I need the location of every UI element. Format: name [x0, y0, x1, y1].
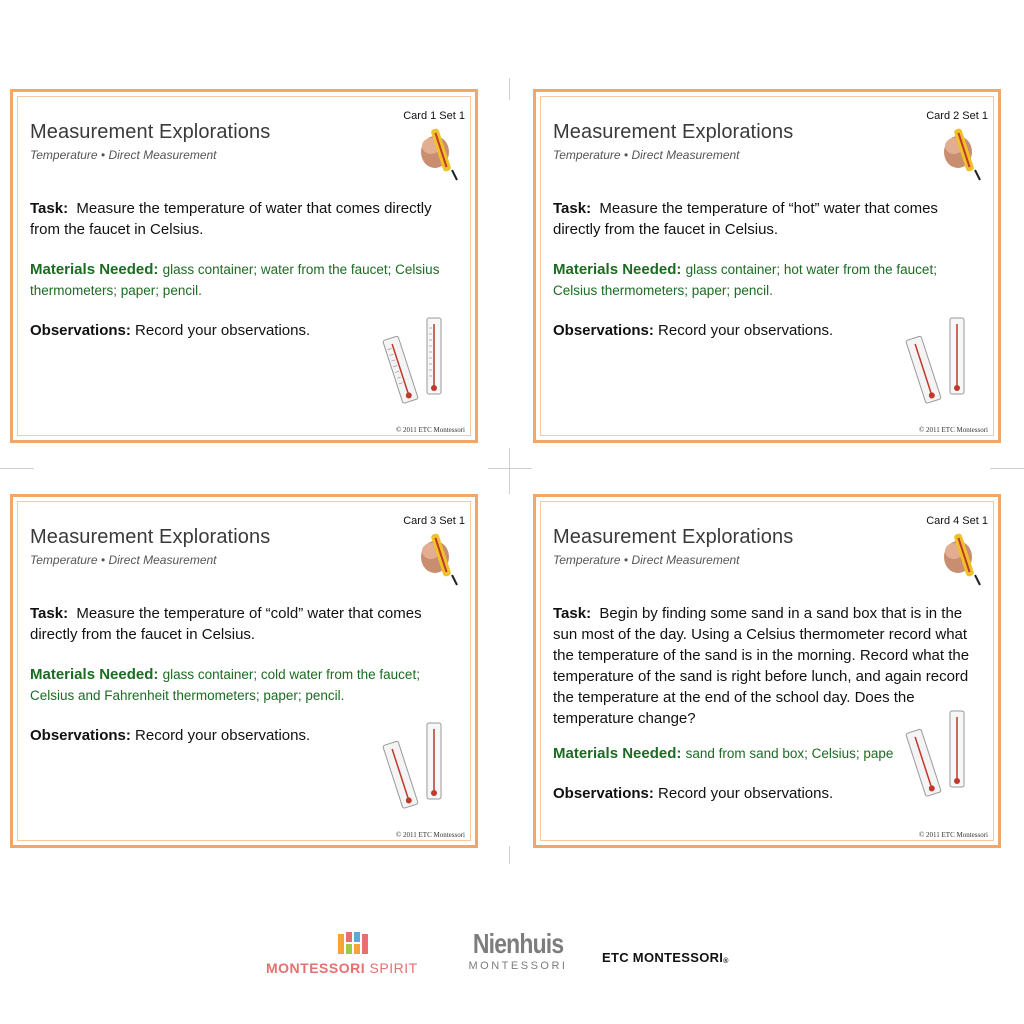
task-text: Measure the temperature of “cold” water that comes directly from the faucet in Celsius.	[30, 605, 422, 643]
thermometers-icon	[381, 721, 451, 813]
observations-text: Record your observations.	[135, 727, 311, 744]
crop-mark	[0, 468, 34, 469]
thermometers-icon	[904, 316, 974, 408]
materials-label: Materials Needed:	[30, 666, 159, 683]
etc-montessori-wordmark: ETC MONTESSORI	[602, 950, 724, 965]
materials-text: sand from sand box; Celsius; pape	[685, 746, 894, 761]
task-paragraph	[553, 198, 973, 240]
crop-mark	[509, 78, 510, 100]
task-card	[10, 89, 478, 443]
card-number: Card 3 Set 1	[403, 515, 465, 527]
task-card	[10, 494, 478, 848]
etc-registered-mark: ®	[723, 958, 729, 965]
observations-text: Record your observations.	[658, 322, 834, 339]
card-number: Card 4 Set 1	[926, 515, 988, 527]
card-subtitle: Temperature • Direct Measurement	[30, 148, 217, 162]
montessori-spirit-light: SPIRIT	[365, 960, 418, 976]
card-copyright: © 2011 ETC Montessori	[395, 426, 465, 434]
card-title: Measurement Explorations	[30, 526, 271, 548]
observations-label: Observations:	[30, 322, 131, 339]
task-text: Measure the temperature of “hot” water that comes directly from the faucet in Celsius.	[553, 200, 938, 238]
task-label: Task:	[30, 605, 69, 622]
observations-text: Record your observations.	[135, 322, 311, 339]
materials-paragraph	[30, 259, 450, 301]
crop-mark	[509, 448, 510, 494]
task-paragraph	[30, 603, 450, 645]
card-subtitle: Temperature • Direct Measurement	[553, 553, 740, 567]
materials-text: glass container; water from the faucet; Celsius thermometers; paper; pencil.	[30, 262, 440, 298]
materials-paragraph	[553, 259, 973, 301]
task-text: Measure the temperature of water that comes directly from the faucet in Celsius.	[30, 200, 432, 238]
hand-thermometer-icon	[419, 122, 461, 182]
brand-logos	[0, 928, 1024, 988]
observations-label: Observations:	[553, 322, 654, 339]
card-subtitle: Temperature • Direct Measurement	[30, 553, 217, 567]
montessori-spirit-wordmark	[266, 960, 418, 976]
materials-text: glass container; cold water from the faucet; Celsius and Fahrenheit thermometers; paper; pencil.	[30, 667, 420, 703]
crop-mark	[990, 468, 1024, 469]
task-card	[533, 494, 1001, 848]
nienhuis-logo	[463, 928, 573, 982]
nienhuis-wordmark: Nienhuis	[472, 928, 564, 959]
card-number: Card 2 Set 1	[926, 110, 988, 122]
montessori-spirit-logo	[266, 930, 441, 980]
card-copyright: © 2011 ETC Montessori	[918, 831, 988, 839]
card-subtitle: Temperature • Direct Measurement	[553, 148, 740, 162]
crop-mark	[509, 846, 510, 864]
materials-paragraph	[30, 664, 450, 706]
task-card	[533, 89, 1001, 443]
materials-label: Materials Needed:	[553, 261, 682, 278]
etc-montessori-logo	[602, 950, 729, 965]
nienhuis-subtitle: MONTESSORI	[468, 960, 568, 972]
task-text: Begin by finding some sand in a sand box that is in the sun most of the day. Using a Celsius thermometer record what the temperature of the sand is in the morning. Record what the temperature of the sand is right before lunch, and again record the temperature at the end of the school day. Does the temperature change?	[553, 605, 970, 727]
materials-label: Materials Needed:	[30, 261, 159, 278]
card-title: Measurement Explorations	[553, 121, 794, 143]
observations-text: Record your observations.	[658, 785, 834, 802]
card-copyright: © 2011 ETC Montessori	[395, 831, 465, 839]
materials-label: Materials Needed:	[553, 745, 682, 762]
montessori-spirit-bold: MONTESSORI	[266, 960, 366, 976]
observations-label: Observations:	[30, 727, 131, 744]
hand-thermometer-icon	[942, 527, 984, 587]
card-number: Card 1 Set 1	[403, 110, 465, 122]
crop-mark	[488, 468, 532, 469]
card-title: Measurement Explorations	[30, 121, 271, 143]
thermometers-icon	[381, 316, 451, 408]
hand-thermometer-icon	[942, 122, 984, 182]
hand-thermometer-icon	[419, 527, 461, 587]
task-label: Task:	[30, 200, 69, 217]
card-title: Measurement Explorations	[553, 526, 794, 548]
task-label: Task:	[553, 200, 592, 217]
thermometers-icon	[904, 709, 974, 801]
card-copyright: © 2011 ETC Montessori	[918, 426, 988, 434]
observations-label: Observations:	[553, 785, 654, 802]
montessori-spirit-mark-icon	[336, 930, 372, 956]
task-label: Task:	[553, 605, 592, 622]
task-paragraph	[30, 198, 450, 240]
materials-text: glass container; hot water from the faucet; Celsius thermometers; paper; pencil.	[553, 262, 937, 298]
